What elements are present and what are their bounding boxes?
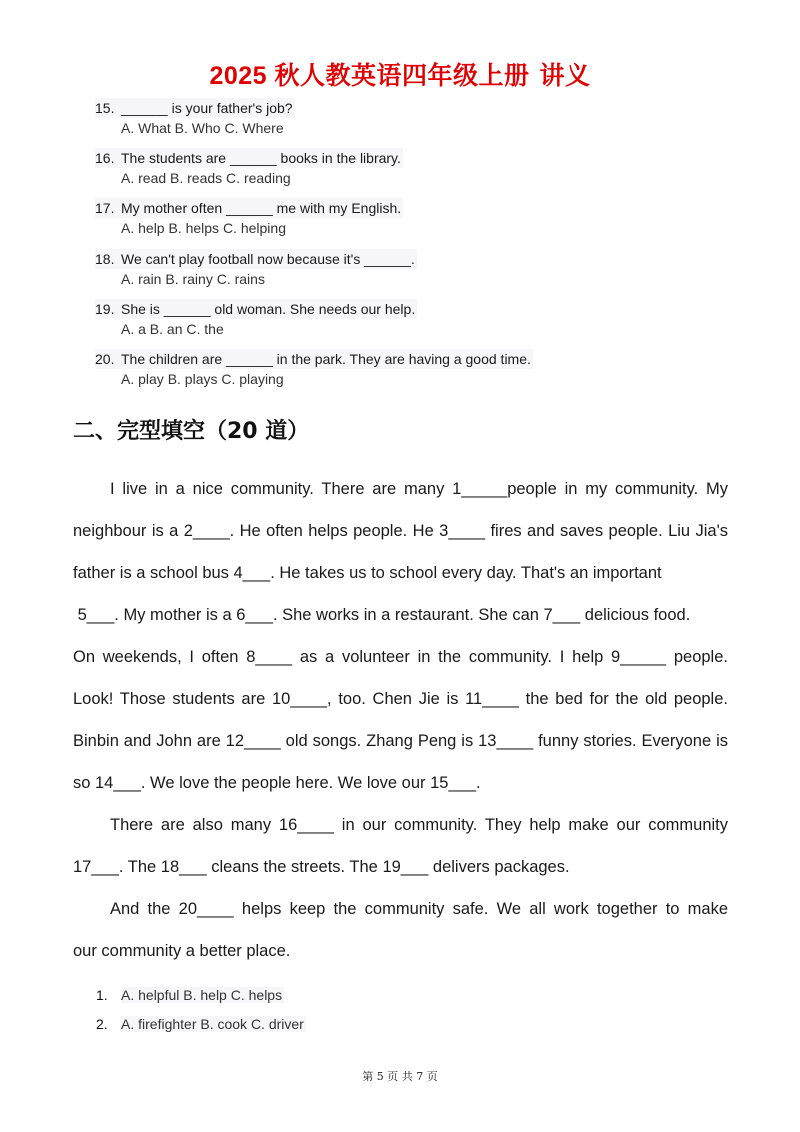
question-number: 19. bbox=[95, 300, 115, 317]
question-item bbox=[95, 198, 555, 248]
passage-line: 17___. The 18___ cleans the streets. The 19___ delivers packages. bbox=[73, 858, 570, 876]
passage-line: father is a school bus 4___. He takes us to school every day. That's an important bbox=[73, 564, 662, 582]
multiple-choice-list bbox=[95, 98, 555, 399]
option-number: 1. bbox=[96, 987, 108, 1003]
answer-option-item bbox=[96, 985, 306, 1014]
cloze-passage bbox=[73, 468, 728, 972]
cloze-paragraph-1 bbox=[73, 468, 728, 804]
passage-line: I live in a nice community. There are many 1_____people in my community. My bbox=[110, 480, 728, 498]
passage-line: Look! Those students are 10____, too. Chen Jie is 11____ the bed for the old people. bbox=[73, 690, 728, 708]
question-options: A. rain B. rainy C. rains bbox=[121, 270, 265, 287]
option-number: 2. bbox=[96, 1016, 108, 1032]
passage-line: neighbour is a 2____. He often helps people. He 3____ fires and saves people. Liu Jia's bbox=[73, 522, 728, 540]
question-number: 20. bbox=[95, 350, 115, 367]
section-heading: 二、完型填空（20 道） bbox=[73, 419, 310, 444]
question-text: My mother often ______ me with my English. bbox=[121, 200, 402, 217]
question-options: A. read B. reads C. reading bbox=[121, 170, 291, 187]
question-options: A. What B. Who C. Where bbox=[121, 120, 284, 136]
passage-line: 5___. My mother is a 6___. She works in a restaurant. She can 7___ delicious food. bbox=[73, 606, 691, 624]
question-options: A. a B. an C. the bbox=[121, 320, 224, 337]
question-options: A. play B. plays C. playing bbox=[121, 370, 284, 387]
cloze-paragraph-2 bbox=[73, 804, 728, 888]
page-footer: 第 5 页 共 7 页 bbox=[362, 1070, 438, 1083]
page-title bbox=[0, 56, 800, 92]
answer-option-item bbox=[96, 1014, 306, 1043]
question-item bbox=[95, 98, 555, 148]
passage-line: And the 20____ helps keep the community safe. We all work together to make bbox=[110, 900, 728, 918]
question-text: The students are ______ books in the library. bbox=[121, 150, 401, 167]
question-item bbox=[95, 299, 555, 349]
question-item bbox=[95, 148, 555, 198]
title-tail: 讲义 bbox=[539, 62, 591, 90]
passage-line: On weekends, I often 8____ as a volunteer in the community. I help 9_____ people. bbox=[73, 648, 728, 666]
option-text: A. helpful B. help C. helps bbox=[121, 987, 283, 1003]
passage-line: our community a better place. bbox=[73, 942, 291, 960]
question-number: 17. bbox=[95, 200, 115, 217]
answer-options-list bbox=[96, 985, 306, 1043]
question-item bbox=[95, 349, 555, 399]
question-text: She is ______ old woman. She needs our help. bbox=[121, 300, 416, 317]
option-text: A. firefighter B. cook C. driver bbox=[121, 1016, 304, 1032]
question-number: 15. bbox=[95, 100, 115, 116]
question-item bbox=[95, 249, 555, 299]
title-main: 2025 秋人教英语四年级上册 bbox=[209, 62, 530, 90]
question-text: We can't play football now because it's ______. bbox=[121, 250, 415, 267]
passage-line: so 14___. We love the people here. We love our 15___. bbox=[73, 774, 481, 792]
cloze-paragraph-3 bbox=[73, 888, 728, 972]
question-text: ______ is your father's job? bbox=[121, 100, 293, 116]
question-number: 16. bbox=[95, 150, 115, 167]
question-options: A. help B. helps C. helping bbox=[121, 220, 286, 237]
passage-line: Binbin and John are 12____ old songs. Zhang Peng is 13____ funny stories. Everyone is bbox=[73, 732, 728, 750]
question-number: 18. bbox=[95, 250, 115, 267]
question-text: The children are ______ in the park. They are having a good time. bbox=[121, 350, 531, 367]
passage-line: There are also many 16____ in our community. They help make our community bbox=[110, 816, 728, 834]
